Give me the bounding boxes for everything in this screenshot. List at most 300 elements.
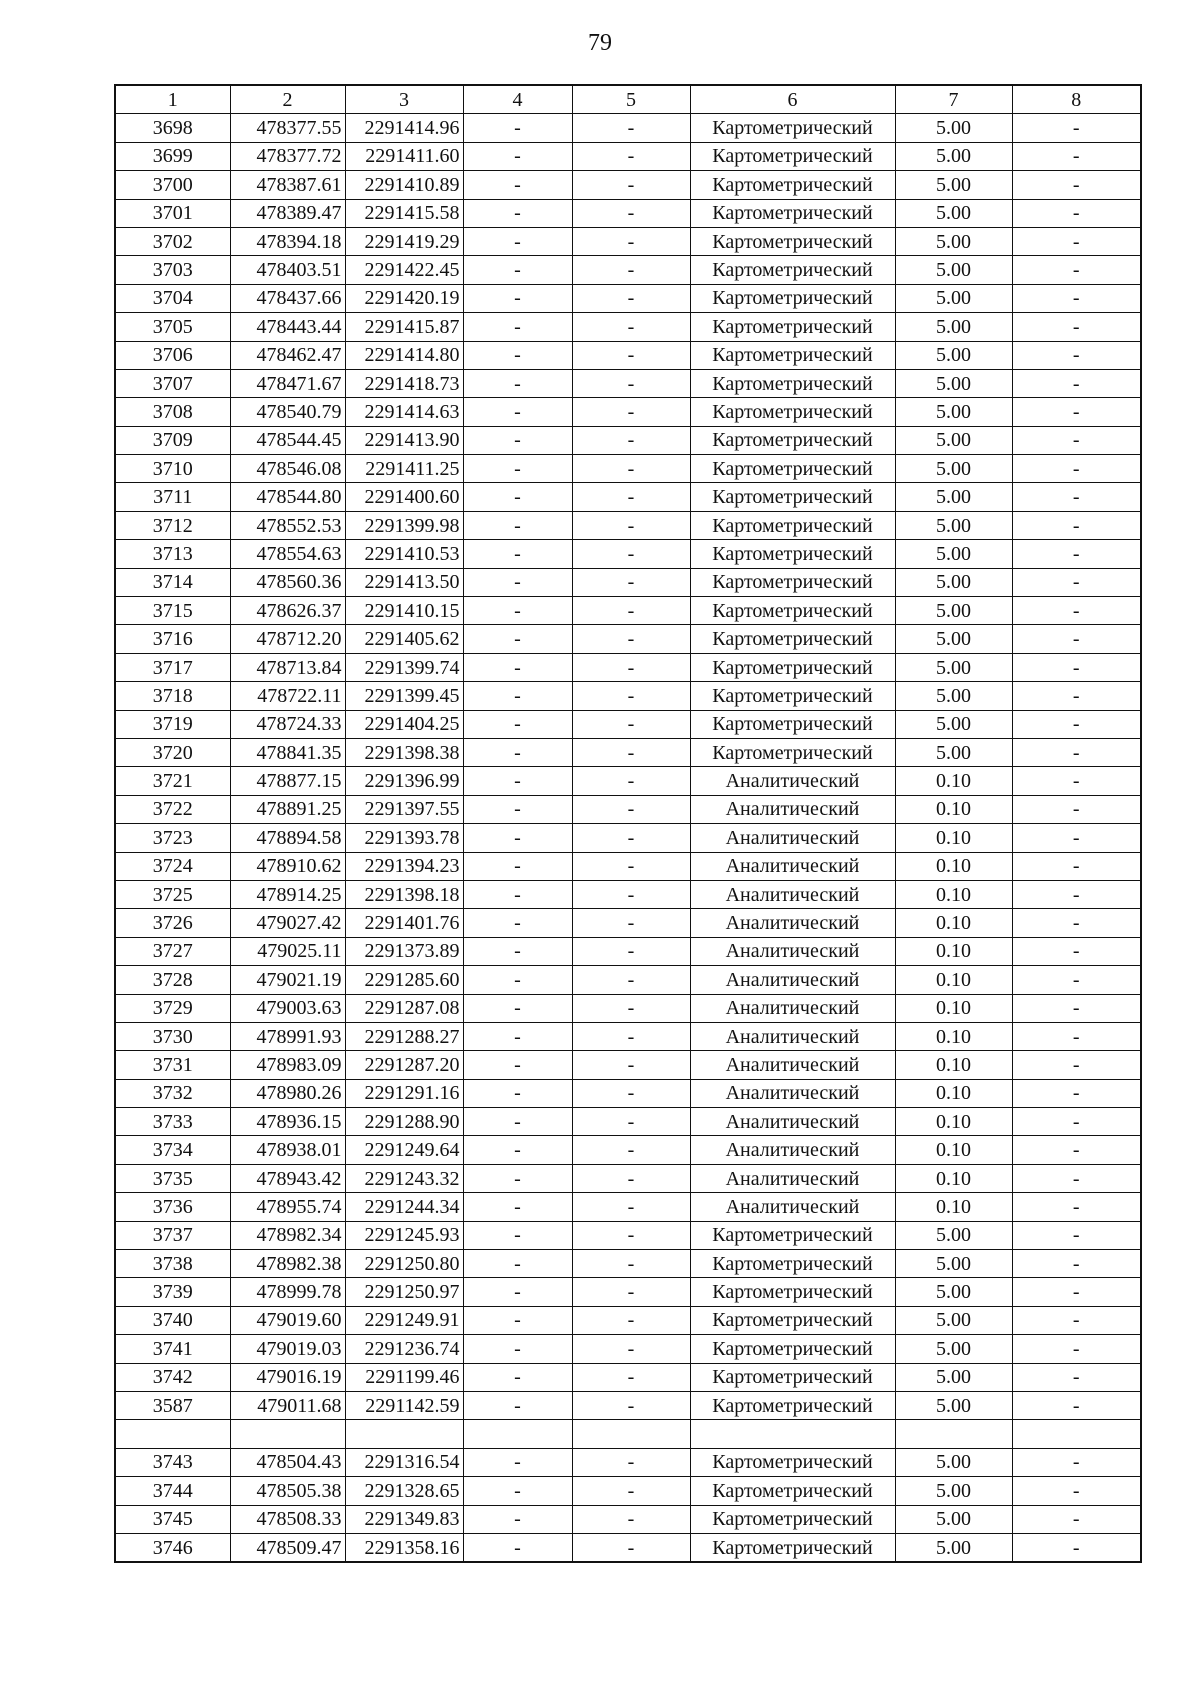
table-row	[115, 1079, 1141, 1107]
table-cell-col-6: Картометрический	[690, 313, 895, 341]
table-cell-col-8: -	[1012, 1448, 1141, 1476]
table-cell-col-7: 0.10	[895, 795, 1012, 823]
table-cell-col-5: -	[572, 994, 690, 1022]
table-cell-col-1: 3744	[115, 1477, 230, 1505]
table-cell-col-5: -	[572, 1477, 690, 1505]
table-cell-col-4: -	[463, 1051, 572, 1079]
table-cell-col-6: Аналитический	[690, 909, 895, 937]
table-cell-col-8: -	[1012, 341, 1141, 369]
table-cell-col-1: 3732	[115, 1079, 230, 1107]
table-row	[115, 1363, 1141, 1391]
table-cell-col-6: Картометрический	[690, 1448, 895, 1476]
table-row	[115, 1477, 1141, 1505]
table-cell-col-6: Картометрический	[690, 682, 895, 710]
table-cell-col-4: -	[463, 880, 572, 908]
table-cell-col-4: -	[463, 568, 572, 596]
table-cell-col-1: 3713	[115, 540, 230, 568]
table-cell-col-5: -	[572, 511, 690, 539]
table-cell-col-3: 2291405.62	[345, 625, 463, 653]
table-cell-col-6: Картометрический	[690, 1335, 895, 1363]
table-cell-col-5: -	[572, 426, 690, 454]
table-cell-col-3: 2291243.32	[345, 1164, 463, 1192]
table-row	[115, 1448, 1141, 1476]
table-cell-col-4: -	[463, 1079, 572, 1107]
table-cell-col-1: 3742	[115, 1363, 230, 1391]
table-cell-col-2: 478891.25	[230, 795, 345, 823]
column-header-2: 2	[230, 85, 345, 114]
table-cell-col-1: 3725	[115, 880, 230, 908]
table-cell-col-4: -	[463, 994, 572, 1022]
table-cell-col-2: 478443.44	[230, 313, 345, 341]
table-cell-col-1: 3720	[115, 738, 230, 766]
table-cell-col-1: 3710	[115, 455, 230, 483]
table-cell-col-6: Картометрический	[690, 1306, 895, 1334]
table-cell-col-1: 3733	[115, 1108, 230, 1136]
table-body	[115, 114, 1141, 1562]
table-cell-col-6: Картометрический	[690, 199, 895, 227]
table-row	[115, 597, 1141, 625]
table-cell-col-8: -	[1012, 710, 1141, 738]
table-cell-col-1: 3737	[115, 1221, 230, 1249]
table-cell-col-6: Картометрический	[690, 341, 895, 369]
table-row	[115, 909, 1141, 937]
table-cell-col-8: -	[1012, 369, 1141, 397]
table-cell-col-5: -	[572, 1250, 690, 1278]
table-cell-col-1: 3719	[115, 710, 230, 738]
table-cell-col-1: 3700	[115, 171, 230, 199]
table-cell-col-7: 5.00	[895, 1448, 1012, 1476]
table-cell-col-2: 478508.33	[230, 1505, 345, 1533]
table-cell-col-5: -	[572, 795, 690, 823]
table-cell-col-1: 3741	[115, 1335, 230, 1363]
table-cell-col-4: -	[463, 1221, 572, 1249]
table-cell-col-8: -	[1012, 597, 1141, 625]
table-cell-col-3: 2291399.74	[345, 653, 463, 681]
table-cell-col-7: 5.00	[895, 256, 1012, 284]
table-cell-col-5: -	[572, 313, 690, 341]
table-cell-col-1: 3726	[115, 909, 230, 937]
table-cell-col-4: -	[463, 398, 572, 426]
table-cell-col-5: -	[572, 1278, 690, 1306]
table-cell-col-3: 2291410.53	[345, 540, 463, 568]
table-cell-col-5	[572, 1420, 690, 1448]
table-cell-col-4: -	[463, 1533, 572, 1562]
table-cell-col-7: 5.00	[895, 597, 1012, 625]
table-cell-col-7	[895, 1420, 1012, 1448]
table-cell-col-2: 478713.84	[230, 653, 345, 681]
table-cell-col-2: 478544.45	[230, 426, 345, 454]
table-cell-col-4: -	[463, 1391, 572, 1419]
table-cell-col-7: 5.00	[895, 1335, 1012, 1363]
table-cell-col-3: 2291287.20	[345, 1051, 463, 1079]
table-cell-col-2: 479011.68	[230, 1391, 345, 1419]
table-cell-col-5: -	[572, 1022, 690, 1050]
table-cell-col-5: -	[572, 1108, 690, 1136]
table-cell-col-6: Аналитический	[690, 1136, 895, 1164]
table-cell-col-6: Картометрический	[690, 114, 895, 142]
table-cell-col-7: 5.00	[895, 1533, 1012, 1562]
table-cell-col-5: -	[572, 880, 690, 908]
column-header-6: 6	[690, 85, 895, 114]
table-cell-col-5: -	[572, 710, 690, 738]
table-cell-col-2: 478554.63	[230, 540, 345, 568]
table-cell-col-8: -	[1012, 795, 1141, 823]
table-cell-col-1: 3701	[115, 199, 230, 227]
table-row	[115, 455, 1141, 483]
table-cell-col-2: 479027.42	[230, 909, 345, 937]
table-cell-col-1: 3714	[115, 568, 230, 596]
table-cell-col-7: 0.10	[895, 1051, 1012, 1079]
table-cell-col-1: 3716	[115, 625, 230, 653]
table-cell-col-7: 5.00	[895, 653, 1012, 681]
table-cell-col-5: -	[572, 937, 690, 965]
table-cell-col-1: 3706	[115, 341, 230, 369]
table-cell-col-3: 2291399.45	[345, 682, 463, 710]
table-cell-col-2: 478540.79	[230, 398, 345, 426]
table-cell-col-4: -	[463, 1448, 572, 1476]
table-cell-col-7: 5.00	[895, 199, 1012, 227]
table-cell-col-2: 478910.62	[230, 852, 345, 880]
table-cell-col-6: Аналитический	[690, 767, 895, 795]
table-cell-col-8: -	[1012, 313, 1141, 341]
table-cell-col-7: 0.10	[895, 909, 1012, 937]
table-cell-col-7: 0.10	[895, 1164, 1012, 1192]
table-cell-col-1: 3743	[115, 1448, 230, 1476]
table-cell-col-2: 478505.38	[230, 1477, 345, 1505]
table-cell-col-5: -	[572, 483, 690, 511]
table-cell-col-4: -	[463, 852, 572, 880]
table-cell-col-7: 5.00	[895, 511, 1012, 539]
table-cell-col-2	[230, 1420, 345, 1448]
table-row	[115, 256, 1141, 284]
table-cell-col-7: 0.10	[895, 937, 1012, 965]
table-cell-col-5: -	[572, 1448, 690, 1476]
table-cell-col-5: -	[572, 1306, 690, 1334]
table-cell-col-8: -	[1012, 1022, 1141, 1050]
table-row	[115, 426, 1141, 454]
table-row	[115, 1335, 1141, 1363]
table-row	[115, 1022, 1141, 1050]
table-cell-col-2: 478509.47	[230, 1533, 345, 1562]
table-cell-col-4: -	[463, 256, 572, 284]
table-cell-col-7: 5.00	[895, 313, 1012, 341]
table-cell-col-4: -	[463, 227, 572, 255]
table-cell-col-5: -	[572, 767, 690, 795]
table-cell-col-3: 2291398.18	[345, 880, 463, 908]
table-cell-col-4: -	[463, 483, 572, 511]
table-cell-col-8: -	[1012, 398, 1141, 426]
table-cell-col-1: 3745	[115, 1505, 230, 1533]
table-cell-col-7: 0.10	[895, 824, 1012, 852]
table-cell-col-4: -	[463, 171, 572, 199]
table-cell-col-8: -	[1012, 511, 1141, 539]
table-row	[115, 767, 1141, 795]
table-row	[115, 852, 1141, 880]
table-cell-col-2: 479016.19	[230, 1363, 345, 1391]
table-cell-col-6: Картометрический	[690, 1533, 895, 1562]
table-cell-col-6: Картометрический	[690, 227, 895, 255]
table-cell-col-2: 478394.18	[230, 227, 345, 255]
table-cell-col-5: -	[572, 852, 690, 880]
table-cell-col-5: -	[572, 199, 690, 227]
table-row	[115, 795, 1141, 823]
table-cell-col-1: 3730	[115, 1022, 230, 1050]
table-cell-col-4: -	[463, 909, 572, 937]
table-cell-col-6: Аналитический	[690, 852, 895, 880]
table-cell-col-6: Аналитический	[690, 824, 895, 852]
table-cell-col-4: -	[463, 369, 572, 397]
table-cell-col-7: 5.00	[895, 227, 1012, 255]
table-cell-col-8: -	[1012, 483, 1141, 511]
table-cell-col-8: -	[1012, 767, 1141, 795]
table-cell-col-8: -	[1012, 227, 1141, 255]
table-row	[115, 1136, 1141, 1164]
table-cell-col-2: 478377.55	[230, 114, 345, 142]
table-cell-col-4: -	[463, 710, 572, 738]
table-cell-col-3: 2291316.54	[345, 1448, 463, 1476]
table-cell-col-7: 5.00	[895, 142, 1012, 170]
table-cell-col-1: 3739	[115, 1278, 230, 1306]
table-cell-col-5: -	[572, 682, 690, 710]
table-cell-col-4: -	[463, 199, 572, 227]
table-cell-col-3: 2291415.87	[345, 313, 463, 341]
table-cell-col-5: -	[572, 653, 690, 681]
table-cell-col-2: 478377.72	[230, 142, 345, 170]
table-cell-col-2: 478552.53	[230, 511, 345, 539]
table-cell-col-7: 5.00	[895, 369, 1012, 397]
table-cell-col-5: -	[572, 1391, 690, 1419]
table-cell-col-6: Картометрический	[690, 284, 895, 312]
table-cell-col-8: -	[1012, 1505, 1141, 1533]
table-cell-col-7: 0.10	[895, 1193, 1012, 1221]
table-cell-col-4	[463, 1420, 572, 1448]
table-cell-col-7: 5.00	[895, 114, 1012, 142]
table-row	[115, 114, 1141, 142]
table-cell-col-4: -	[463, 1363, 572, 1391]
table-cell-col-1: 3587	[115, 1391, 230, 1419]
table-cell-col-2: 478841.35	[230, 738, 345, 766]
table-cell-col-4: -	[463, 284, 572, 312]
table-cell-col-8: -	[1012, 256, 1141, 284]
table-cell-col-3: 2291394.23	[345, 852, 463, 880]
table-cell-col-4: -	[463, 937, 572, 965]
table-cell-col-5: -	[572, 341, 690, 369]
table-cell-col-4: -	[463, 795, 572, 823]
table-cell-col-3: 2291410.89	[345, 171, 463, 199]
table-cell-col-6: Картометрический	[690, 1221, 895, 1249]
table-cell-col-1: 3718	[115, 682, 230, 710]
table-cell-col-7: 5.00	[895, 455, 1012, 483]
table-cell-col-6: Аналитический	[690, 880, 895, 908]
table-cell-col-8: -	[1012, 937, 1141, 965]
table-cell-col-4: -	[463, 1193, 572, 1221]
table-cell-col-4: -	[463, 1477, 572, 1505]
table-cell-col-8: -	[1012, 625, 1141, 653]
table-row	[115, 369, 1141, 397]
table-cell-col-3: 2291291.16	[345, 1079, 463, 1107]
table-cell-col-2: 478471.67	[230, 369, 345, 397]
table-cell-col-2: 479019.03	[230, 1335, 345, 1363]
table-cell-col-7: 5.00	[895, 738, 1012, 766]
table-cell-col-1: 3711	[115, 483, 230, 511]
table-cell-col-6: Картометрический	[690, 1363, 895, 1391]
table-cell-col-1: 3709	[115, 426, 230, 454]
table-cell-col-7: 5.00	[895, 1278, 1012, 1306]
table-cell-col-4: -	[463, 313, 572, 341]
table-row	[115, 483, 1141, 511]
table-cell-col-4: -	[463, 114, 572, 142]
table-cell-col-6: Аналитический	[690, 1193, 895, 1221]
table-cell-col-5: -	[572, 1335, 690, 1363]
table-row	[115, 1051, 1141, 1079]
table-cell-col-8: -	[1012, 455, 1141, 483]
table-cell-col-8: -	[1012, 1250, 1141, 1278]
table-cell-col-8: -	[1012, 1164, 1141, 1192]
table-cell-col-3: 2291396.99	[345, 767, 463, 795]
table-cell-col-8: -	[1012, 171, 1141, 199]
table-cell-col-5: -	[572, 171, 690, 199]
table-cell-col-3: 2291393.78	[345, 824, 463, 852]
table-cell-col-2: 479021.19	[230, 966, 345, 994]
table-cell-col-5: -	[572, 142, 690, 170]
table-cell-col-1: 3712	[115, 511, 230, 539]
table-cell-col-5: -	[572, 597, 690, 625]
table-cell-col-7: 0.10	[895, 852, 1012, 880]
table-cell-col-6: Аналитический	[690, 1108, 895, 1136]
table-row	[115, 511, 1141, 539]
table-cell-col-7: 5.00	[895, 682, 1012, 710]
table-cell-col-6: Картометрический	[690, 455, 895, 483]
table-cell-col-2: 478403.51	[230, 256, 345, 284]
table-cell-col-8: -	[1012, 142, 1141, 170]
table-cell-col-6: Картометрический	[690, 256, 895, 284]
table-cell-col-8: -	[1012, 426, 1141, 454]
table-cell-col-7: 5.00	[895, 540, 1012, 568]
table-cell-col-2: 478387.61	[230, 171, 345, 199]
table-cell-col-8: -	[1012, 1079, 1141, 1107]
table-cell-col-2: 478982.34	[230, 1221, 345, 1249]
table-cell-col-2: 478938.01	[230, 1136, 345, 1164]
table-row	[115, 313, 1141, 341]
table-cell-col-6: Аналитический	[690, 966, 895, 994]
table-cell-col-8: -	[1012, 199, 1141, 227]
table-cell-col-5: -	[572, 1079, 690, 1107]
table-cell-col-4: -	[463, 966, 572, 994]
table-cell-col-2: 478943.42	[230, 1164, 345, 1192]
table-cell-col-5: -	[572, 824, 690, 852]
table-cell-col-8: -	[1012, 540, 1141, 568]
table-cell-col-4: -	[463, 1164, 572, 1192]
table-cell-col-4: -	[463, 824, 572, 852]
table-cell-col-3: 2291415.58	[345, 199, 463, 227]
table-cell-col-8: -	[1012, 1363, 1141, 1391]
table-cell-col-3: 2291422.45	[345, 256, 463, 284]
table-cell-col-7: 5.00	[895, 1363, 1012, 1391]
table-row	[115, 1533, 1141, 1562]
column-header-3: 3	[345, 85, 463, 114]
table-cell-col-2: 478712.20	[230, 625, 345, 653]
table-cell-col-4: -	[463, 767, 572, 795]
table-cell-col-3: 2291419.29	[345, 227, 463, 255]
table-cell-col-4: -	[463, 1022, 572, 1050]
table-row	[115, 625, 1141, 653]
table-cell-col-1: 3723	[115, 824, 230, 852]
table-cell-col-4: -	[463, 625, 572, 653]
table-cell-col-4: -	[463, 142, 572, 170]
coordinates-table	[114, 84, 1142, 1563]
table-cell-col-1: 3705	[115, 313, 230, 341]
table-cell-col-7: 5.00	[895, 341, 1012, 369]
table-header-row	[115, 85, 1141, 114]
table-cell-col-1: 3734	[115, 1136, 230, 1164]
column-header-5: 5	[572, 85, 690, 114]
table-cell-col-4: -	[463, 653, 572, 681]
table-cell-col-7: 5.00	[895, 710, 1012, 738]
table-cell-col-2: 478722.11	[230, 682, 345, 710]
table-cell-col-3: 2291414.96	[345, 114, 463, 142]
table-cell-col-6: Картометрический	[690, 398, 895, 426]
table-cell-col-3: 2291373.89	[345, 937, 463, 965]
table-cell-col-1: 3721	[115, 767, 230, 795]
table-cell-col-5: -	[572, 1193, 690, 1221]
table-cell-col-5: -	[572, 568, 690, 596]
table-cell-col-6: Картометрический	[690, 1278, 895, 1306]
table-row	[115, 199, 1141, 227]
table-cell-col-3: 2291418.73	[345, 369, 463, 397]
table-cell-col-3: 2291398.38	[345, 738, 463, 766]
table-cell-col-6: Картометрический	[690, 1505, 895, 1533]
table-cell-col-8: -	[1012, 852, 1141, 880]
table-cell-col-2: 479003.63	[230, 994, 345, 1022]
table-cell-col-7: 0.10	[895, 966, 1012, 994]
table-cell-col-4: -	[463, 738, 572, 766]
table-cell-col-4: -	[463, 597, 572, 625]
table-row	[115, 1250, 1141, 1278]
table-cell-col-8: -	[1012, 1193, 1141, 1221]
table-cell-col-4: -	[463, 511, 572, 539]
table-cell-col-1: 3699	[115, 142, 230, 170]
table-cell-col-1: 3746	[115, 1533, 230, 1562]
table-cell-col-8: -	[1012, 824, 1141, 852]
table-cell-col-7: 0.10	[895, 1079, 1012, 1107]
table-cell-col-5: -	[572, 1533, 690, 1562]
table-cell-col-7: 5.00	[895, 568, 1012, 596]
table-cell-col-6: Картометрический	[690, 369, 895, 397]
table-cell-col-3: 2291358.16	[345, 1533, 463, 1562]
table-cell-col-8: -	[1012, 653, 1141, 681]
table-cell-col-6: Картометрический	[690, 653, 895, 681]
table-cell-col-6: Картометрический	[690, 1250, 895, 1278]
table-cell-col-7: 0.10	[895, 1136, 1012, 1164]
table-cell-col-4: -	[463, 1335, 572, 1363]
table-cell-col-7: 0.10	[895, 767, 1012, 795]
table-cell-col-7: 5.00	[895, 1306, 1012, 1334]
table-cell-col-8: -	[1012, 1335, 1141, 1363]
table-cell-col-7: 5.00	[895, 1505, 1012, 1533]
column-header-7: 7	[895, 85, 1012, 114]
table-row	[115, 1306, 1141, 1334]
table-cell-col-4: -	[463, 682, 572, 710]
table-cell-col-3: 2291414.80	[345, 341, 463, 369]
table-row	[115, 398, 1141, 426]
table-cell-col-5: -	[572, 738, 690, 766]
table-cell-col-8	[1012, 1420, 1141, 1448]
table-cell-col-5: -	[572, 398, 690, 426]
table-cell-col-5: -	[572, 1505, 690, 1533]
table-cell-col-3: 2291249.91	[345, 1306, 463, 1334]
table-cell-col-4: -	[463, 426, 572, 454]
table-cell-col-4: -	[463, 1278, 572, 1306]
